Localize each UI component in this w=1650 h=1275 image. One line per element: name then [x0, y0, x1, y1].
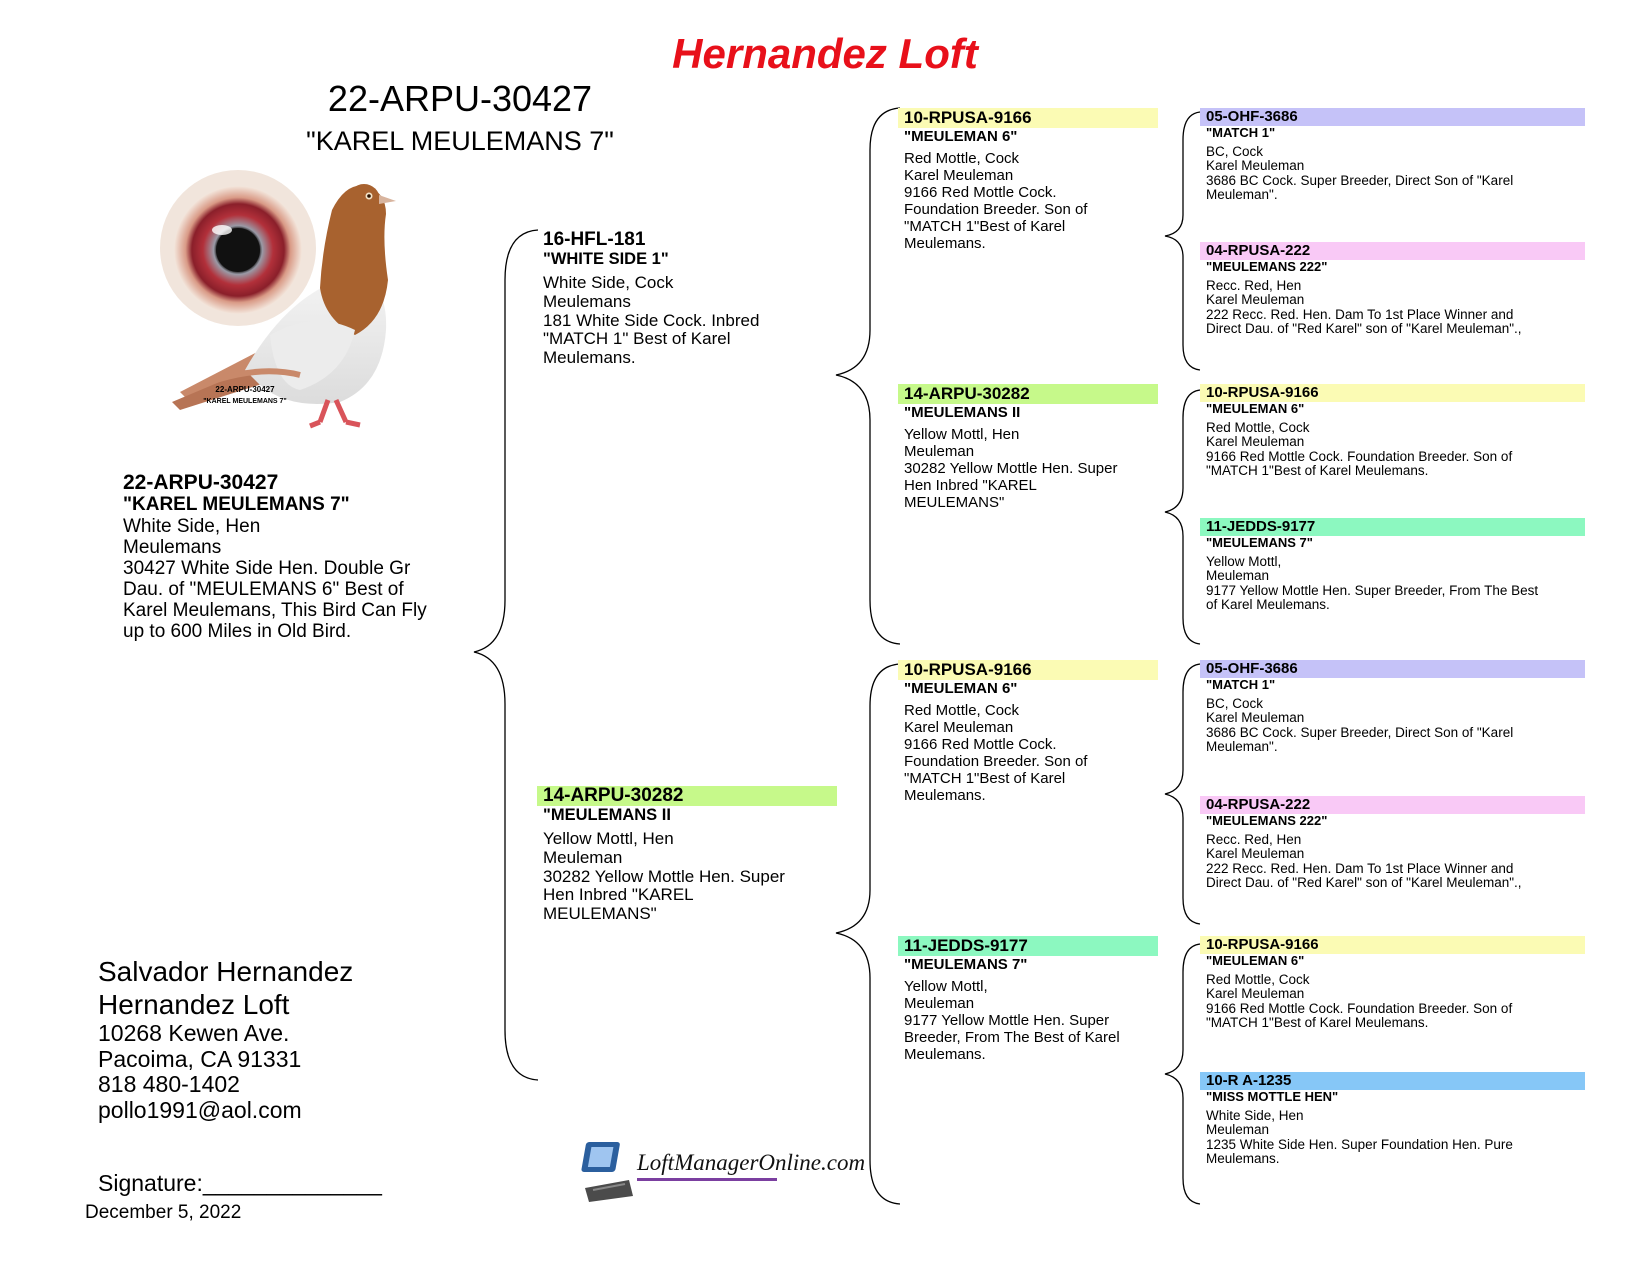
owner-city: Pacoima, CA 91331	[98, 1045, 302, 1072]
gen2-line: Foundation Breeder. Son of	[904, 753, 1088, 770]
gen2-line: 9166 Red Mottle Cock.	[904, 184, 1057, 201]
gen3-line: 3686 BC Cock. Super Breeder, Direct Son of "Karel	[1206, 172, 1514, 188]
sire-line: Meulemans.	[543, 348, 636, 368]
gen3-line: BC, Cock	[1206, 144, 1264, 159]
gen2-line: "MATCH 1"Best of Karel	[904, 770, 1066, 787]
gen3-line: "MATCH 1"Best of Karel Meulemans.	[1206, 462, 1429, 478]
gen2-ring: 10-RPUSA-9166	[898, 108, 1158, 128]
gen2-name: "MEULEMAN 6"	[904, 128, 1018, 145]
gen2-line: Red Mottle, Cock	[904, 702, 1020, 719]
gen3-line: 9166 Red Mottle Cock. Foundation Breeder. Son of	[1206, 448, 1513, 464]
gen2-ring: 11-JEDDS-9177	[898, 936, 1158, 956]
gen3-line: Karel Meuleman	[1206, 292, 1305, 308]
gen3-line: 9177 Yellow Mottle Hen. Super Breeder, From The Best	[1206, 582, 1539, 598]
subject-line: White Side, Hen	[123, 516, 261, 537]
main-bird-name: "KAREL MEULEMANS 7"	[306, 126, 614, 156]
bracket-gen1-bottom	[836, 664, 900, 1204]
gen2-card	[898, 660, 1158, 804]
gen3-card	[1200, 384, 1585, 478]
gen3-line: Yellow Mottl,	[1206, 554, 1282, 569]
sire-line: Meulemans	[543, 291, 631, 311]
gen2-line: Foundation Breeder. Son of	[904, 201, 1088, 218]
gen3-ring: 04-RPUSA-222	[1200, 242, 1585, 260]
gen3-line: Karel Meuleman	[1206, 434, 1305, 450]
gen2-line: Karel Meuleman	[904, 167, 1014, 184]
gen3-card	[1200, 242, 1585, 336]
gen3-line: 3686 BC Cock. Super Breeder, Direct Son of "Karel	[1206, 724, 1514, 740]
dam-line: Meuleman	[543, 847, 623, 867]
gen3-line: Meuleman".	[1206, 186, 1278, 202]
gen3-card	[1200, 108, 1585, 202]
photo-caption-ring: 22-ARPU-30427	[215, 385, 275, 394]
bracket-gen2-3	[1165, 664, 1200, 924]
gen3-ring: 04-RPUSA-222	[1200, 796, 1585, 814]
gen2-line: Breeder, From The Best of Karel	[904, 1029, 1120, 1046]
gen2-line: MEULEMANS"	[904, 494, 1005, 511]
bracket-gen2-4	[1165, 944, 1200, 1204]
owner-phone: 818 480-1402	[98, 1071, 240, 1097]
subject-ring: 22-ARPU-30427	[123, 471, 279, 494]
gen3-line: Red Mottle, Cock	[1206, 972, 1310, 987]
gen2-name: "MEULEMANS II	[904, 404, 1021, 421]
gen3-name: "MEULEMANS 7"	[1206, 535, 1313, 550]
owner-loft: Hernandez Loft	[98, 989, 290, 1020]
gen3-name: "MEULEMANS 222"	[1206, 259, 1328, 274]
loftmanager-logo	[585, 1138, 866, 1204]
gen3-card	[1200, 660, 1585, 754]
gen3-card	[1200, 1072, 1585, 1166]
owner-address: 10268 Kewen Ave.	[98, 1020, 290, 1046]
photo-caption-name: "KAREL MEULEMANS 7"	[203, 398, 287, 405]
subject-line: Dau. of "MEULEMANS 6" Best of	[123, 579, 404, 600]
gen3-card	[1200, 936, 1585, 1030]
gen3-name: "MATCH 1"	[1206, 125, 1276, 140]
gen2-line: Meuleman	[904, 443, 975, 460]
gen3-name: "MISS MOTTLE HEN"	[1206, 1089, 1339, 1104]
dam-line: 30282 Yellow Mottle Hen. Super	[543, 866, 785, 886]
gen2-name: "MEULEMANS 7"	[904, 956, 1028, 973]
signature-line: Signature:______________	[98, 1170, 382, 1196]
dam-name: "MEULEMANS II	[543, 806, 671, 824]
gen3-line: Karel Meuleman	[1206, 158, 1305, 174]
subject-line: 30427 White Side Hen. Double Gr	[123, 558, 411, 579]
gen3-line: Recc. Red, Hen	[1206, 832, 1302, 847]
gen2-line: Meuleman	[904, 995, 975, 1012]
subject-line: Karel Meulemans, This Bird Can Fly	[123, 600, 427, 621]
gen3-ring: 05-OHF-3686	[1200, 660, 1585, 678]
sire-card	[537, 230, 837, 368]
gen3-ring: 11-JEDDS-9177	[1200, 518, 1585, 536]
gen2-line: Red Mottle, Cock	[904, 150, 1020, 167]
bracket-gen2-1	[1165, 112, 1200, 370]
dam-card	[537, 786, 837, 924]
gen3-ring: 10-R A-1235	[1200, 1072, 1585, 1090]
sire-name: "WHITE SIDE 1"	[543, 250, 669, 268]
subject-name: "KAREL MEULEMANS 7"	[123, 494, 350, 515]
print-date: December 5, 2022	[85, 1202, 242, 1223]
gen2-name: "MEULEMAN 6"	[904, 680, 1018, 697]
gen2-line: 30282 Yellow Mottle Hen. Super	[904, 460, 1118, 477]
gen3-line: Direct Dau. of "Red Karel" son of "Karel Meuleman".,	[1206, 874, 1522, 890]
owner-name: Salvador Hernandez	[98, 956, 354, 987]
logo-text: LoftManagerOnline.com	[637, 1150, 866, 1175]
gen3-line: 9166 Red Mottle Cock. Foundation Breeder. Son of	[1206, 1000, 1513, 1016]
gen3-card	[1200, 796, 1585, 890]
gen3-line: Meuleman	[1206, 568, 1270, 584]
gen2-line: Yellow Mottl, Hen	[904, 426, 1020, 443]
gen2-ring: 10-RPUSA-9166	[898, 660, 1158, 680]
gen3-line: Karel Meuleman	[1206, 710, 1305, 726]
gen3-line: Meuleman	[1206, 1122, 1270, 1138]
gen3-line: BC, Cock	[1206, 696, 1264, 711]
bracket-gen1-top	[836, 108, 900, 644]
gen3-card	[1200, 518, 1585, 612]
gen2-line: 9177 Yellow Mottle Hen. Super	[904, 1012, 1110, 1029]
dam-line: MEULEMANS"	[543, 904, 657, 924]
gen2-line: "MATCH 1"Best of Karel	[904, 218, 1066, 235]
sire-ring: 16-HFL-181	[543, 229, 646, 250]
gen3-name: "MATCH 1"	[1206, 677, 1276, 692]
dam-line: Hen Inbred "KAREL	[543, 885, 694, 905]
gen3-line: Direct Dau. of "Red Karel" son of "Karel Meuleman".,	[1206, 320, 1522, 336]
gen3-name: "MEULEMAN 6"	[1206, 953, 1305, 968]
gen3-line: "MATCH 1"Best of Karel Meulemans.	[1206, 1014, 1429, 1030]
sire-line: "MATCH 1" Best of Karel	[543, 329, 731, 349]
loft-title: Hernandez Loft	[672, 30, 978, 77]
gen2-card	[898, 108, 1158, 252]
gen3-name: "MEULEMAN 6"	[1206, 401, 1305, 416]
gen3-ring: 05-OHF-3686	[1200, 108, 1585, 126]
gen2-line: Karel Meuleman	[904, 719, 1014, 736]
gen2-card	[898, 936, 1158, 1063]
gen3-line: Meuleman".	[1206, 738, 1278, 754]
gen3-name: "MEULEMANS 222"	[1206, 813, 1328, 828]
gen2-line: Hen Inbred "KAREL	[904, 477, 1037, 494]
gen3-line: of Karel Meulemans.	[1206, 596, 1330, 612]
gen3-line: Karel Meuleman	[1206, 986, 1305, 1002]
gen2-line: 9166 Red Mottle Cock.	[904, 736, 1057, 753]
gen3-line: Red Mottle, Cock	[1206, 420, 1310, 435]
subject-line: Meulemans	[123, 537, 222, 558]
gen3-line: 222 Recc. Red. Hen. Dam To 1st Place Winner and	[1206, 306, 1514, 322]
dam-line: Yellow Mottl, Hen	[543, 829, 674, 848]
bracket-gen2-2	[1165, 390, 1200, 644]
gen2-ring: 14-ARPU-30282	[898, 384, 1158, 404]
sire-line: 181 White Side Cock. Inbred	[543, 310, 760, 330]
gen3-line: Karel Meuleman	[1206, 846, 1305, 862]
gen2-line: Meulemans.	[904, 235, 986, 252]
gen2-card	[898, 384, 1158, 511]
gen3-line: 222 Recc. Red. Hen. Dam To 1st Place Winner and	[1206, 860, 1514, 876]
owner-email[interactable]: pollo1991@aol.com	[98, 1096, 302, 1123]
gen3-line: White Side, Hen	[1206, 1108, 1304, 1123]
dam-ring: 14-ARPU-30282	[537, 786, 837, 806]
gen3-ring: 10-RPUSA-9166	[1200, 936, 1585, 954]
gen2-line: Meulemans.	[904, 787, 986, 804]
subject-line: up to 600 Miles in Old Bird.	[123, 621, 352, 642]
sire-line: White Side, Cock	[543, 273, 674, 292]
gen2-line: Yellow Mottl,	[904, 978, 988, 995]
gen3-ring: 10-RPUSA-9166	[1200, 384, 1585, 402]
gen3-line: Recc. Red, Hen	[1206, 278, 1302, 293]
main-bird-ring: 22-ARPU-30427	[327, 78, 593, 119]
bracket-gen0	[474, 230, 538, 1080]
gen3-line: Meulemans.	[1206, 1150, 1280, 1166]
gen3-line: 1235 White Side Hen. Super Foundation Hen. Pure	[1206, 1136, 1513, 1152]
gen2-line: Meulemans.	[904, 1046, 986, 1063]
